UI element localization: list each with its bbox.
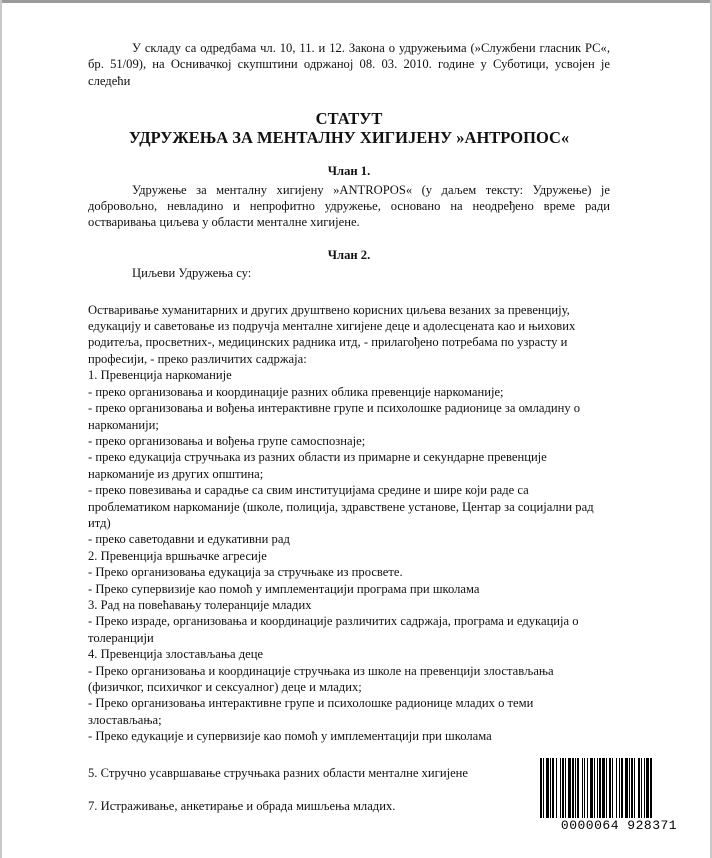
scan-border-top <box>0 0 712 3</box>
document-subtitle: УДРУЖЕЊА ЗА МЕНТАЛНУ ХИГИЈЕНУ »АНТРОПОС« <box>128 128 570 148</box>
list-item: - Преко едукације и супервизије као помоћ у имплементацији при школама <box>88 729 492 744</box>
list-item: - Преко организовања интерактивне групе и психолошке радионице младих о теми злостављања; <box>88 696 534 727</box>
article-1-text: Удружење за менталну хигијену »ANTROPOS« (у даљем тексту: Удружење) је добровољно, невладино и непрофитно удружење, основано на неодређено време ради остваривања циљева у области менталне хигијене. <box>88 182 610 230</box>
section-title: 3. Рад на повећавању толеранције младих <box>88 597 312 612</box>
list-item: - Преко супервизије као помоћ у имплементацији програма при школама <box>88 581 480 596</box>
barcode-space <box>652 758 654 818</box>
section-4 <box>88 646 610 744</box>
list-item: - преко саветодавни и едукативни рад <box>88 532 290 547</box>
section-1 <box>88 367 610 547</box>
barcode-number: 0000064 928371 <box>560 818 678 833</box>
document-page <box>88 40 610 814</box>
list-item: - Преко израде, организовања и координације различитих садржаја, програма и едукација о толеранцији <box>88 614 579 645</box>
list-item: - Преко организовања едукација за стручњаке из просвете. <box>88 565 403 580</box>
item-5: 5. Стручно усавршавање стручњака разних области менталне хигијене <box>88 765 468 780</box>
item-7: 7. Истраживање, анкетирање и обрада мишљења младих. <box>88 799 396 814</box>
section-title: 1. Превенција наркоманије <box>88 368 232 383</box>
article-2-heading: Члан 2. <box>327 247 371 262</box>
intro-paragraph: У складу са одредбама чл. 10, 11. и 12. Закона о удружењима (»Службени гласник РС«, бр. 51/09), на Оснивачкој скупштини одржаној 08. 03. 2010. године у Суботици, усвојен је следећи <box>88 41 610 88</box>
list-item: - преко организовања и координације разних облика превенције наркоманије; <box>88 384 504 399</box>
scan-border-left <box>0 0 2 858</box>
section-title: 4. Превенција злостављања деце <box>88 647 264 662</box>
list-item: - преко едукација стручњака из разних области из примарне и секундарне превенције наркоманије из других општина; <box>88 450 547 481</box>
list-item: - преко организовања и вођења групе самоспознаје; <box>88 433 366 448</box>
document-title: СТАТУТ <box>315 109 383 129</box>
section-title: 2. Превенција вршњачке агресије <box>88 548 267 563</box>
list-item: - преко повезивања и сарадње са свим институцијама средине и шире који раде са проблематиком наркоманије (школе, полиција, здравствене установе, Центар за социјални рад итд) <box>88 483 594 530</box>
list-item: - Преко организовања и координације стручњака из школе на превенцији злостављања (физичког, психичког и сексуалног) деце и младих; <box>88 663 554 694</box>
barcode <box>540 758 698 833</box>
barcode-bars <box>540 758 698 818</box>
section-2 <box>88 548 610 597</box>
list-item: - преко организовања и вођења интерактивне групе и психолошке радионице за омладину о наркоманији; <box>88 401 581 432</box>
goals-paragraph: Остваривање хуманитарних и других друштвено корисних циљева везаних за превенцију, едукацију и саветовање из подручја менталне хигијене деце и адолесцената као и њихових родитеља, просветних-, медицинских радника итд, - прилагођено потребама по узрасту и професији, - преко различитих садржаја: <box>88 302 576 366</box>
article-1-heading: Члан 1. <box>327 164 371 179</box>
article-2-lead: Циљеви Удружења су: <box>132 266 252 281</box>
section-3 <box>88 597 610 646</box>
